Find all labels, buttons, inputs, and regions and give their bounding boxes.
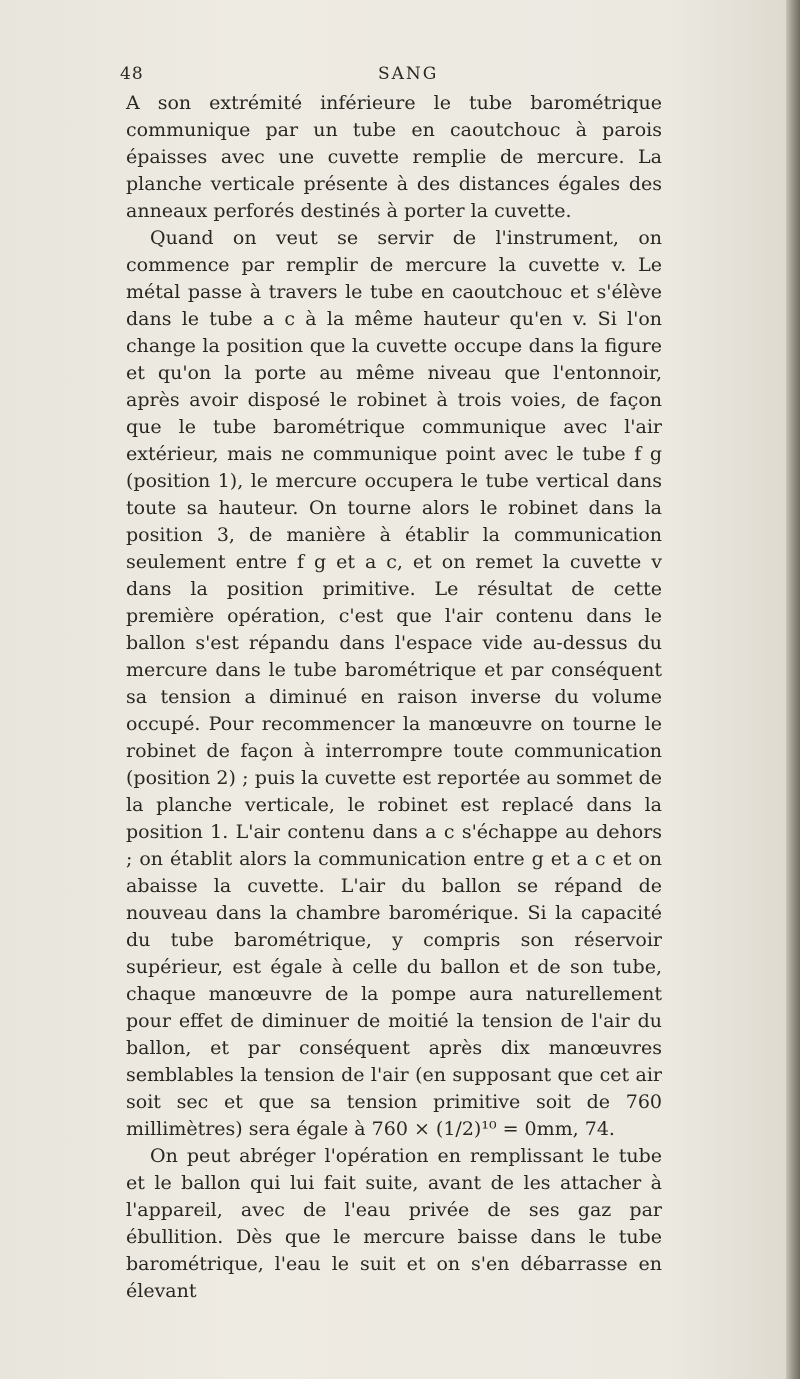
paragraph-2: Quand on veut se servir de l'instrument, on commence par remplir de mercure la cuvette v. Le métal passe à travers le tube en caoutchouc et s'élève dans le tube a c à la même hauteur qu'en v. Si l'on change la position que la cuvette occupe dans la figure et qu'on la porte au même niveau que l'entonnoir, après avoir disposé le robinet à trois voies, de façon que le tube barométrique communique avec l'air extérieur, mais ne communique point avec le tube f g (position 1), le mercure occupera le tube vertical dans toute sa hauteur. On tourne alors le robinet dans la position 3, de manière à établir la communication seulement entre f g et a c, et on remet la cuvette v dans la position primitive. Le résultat de cette première opération, c'est que l'air contenu dans le ballon s'est répandu dans l'espace vide au-dessus du mercure dans le tube barométrique et par conséquent sa tension a diminué en raison inverse du volume occupé. Pour recommencer la manœuvre on tourne le robinet de façon à interrompre toute communication (position 2) ; puis la cuvette est reportée au sommet de la planche verticale, le robinet est replacé dans la position 1. L'air contenu dans a c s'échappe au dehors ; on établit alors la communication entre g et a c et on abaisse la cuvette. L'air du ballon se répand de nouveau dans la chambre baromérique. Si la capacité du tube barométrique, y compris son réservoir supérieur, est égale à celle du ballon et de son tube, chaque manœuvre de la pompe aura naturellement pour effet de diminuer de moitié la tension de l'air du ballon, et par conséquent après dix manœuvres semblables la tension de l'air (en supposant que cet air soit sec et que sa tension primitive soit de 760 millimètres) sera égale à 760 × (1/2)¹⁰ = 0mm, 74. xyxy=(126,227,662,1140)
body-text xyxy=(126,90,662,1305)
paragraph-3: On peut abréger l'opération en remplissant le tube et le ballon qui lui fait suite, avant de les attacher à l'appareil, avec de l'eau privée de ses gaz par ébullition. Dès que le mercure baisse dans le tube barométrique, l'eau le suit et on s'en débarrasse en élevant xyxy=(126,1145,662,1302)
page-header xyxy=(120,64,680,90)
page-edge-shadow xyxy=(786,0,800,1379)
paragraph-1: A son extrémité inférieure le tube barométrique communique par un tube en caoutchouc à parois épaisses avec une cuvette remplie de mercure. La planche verticale présente à des distances égales des anneaux perforés destinés à porter la cuvette. xyxy=(126,92,662,222)
page-number: 48 xyxy=(120,64,144,84)
running-title: SANG xyxy=(378,64,439,84)
